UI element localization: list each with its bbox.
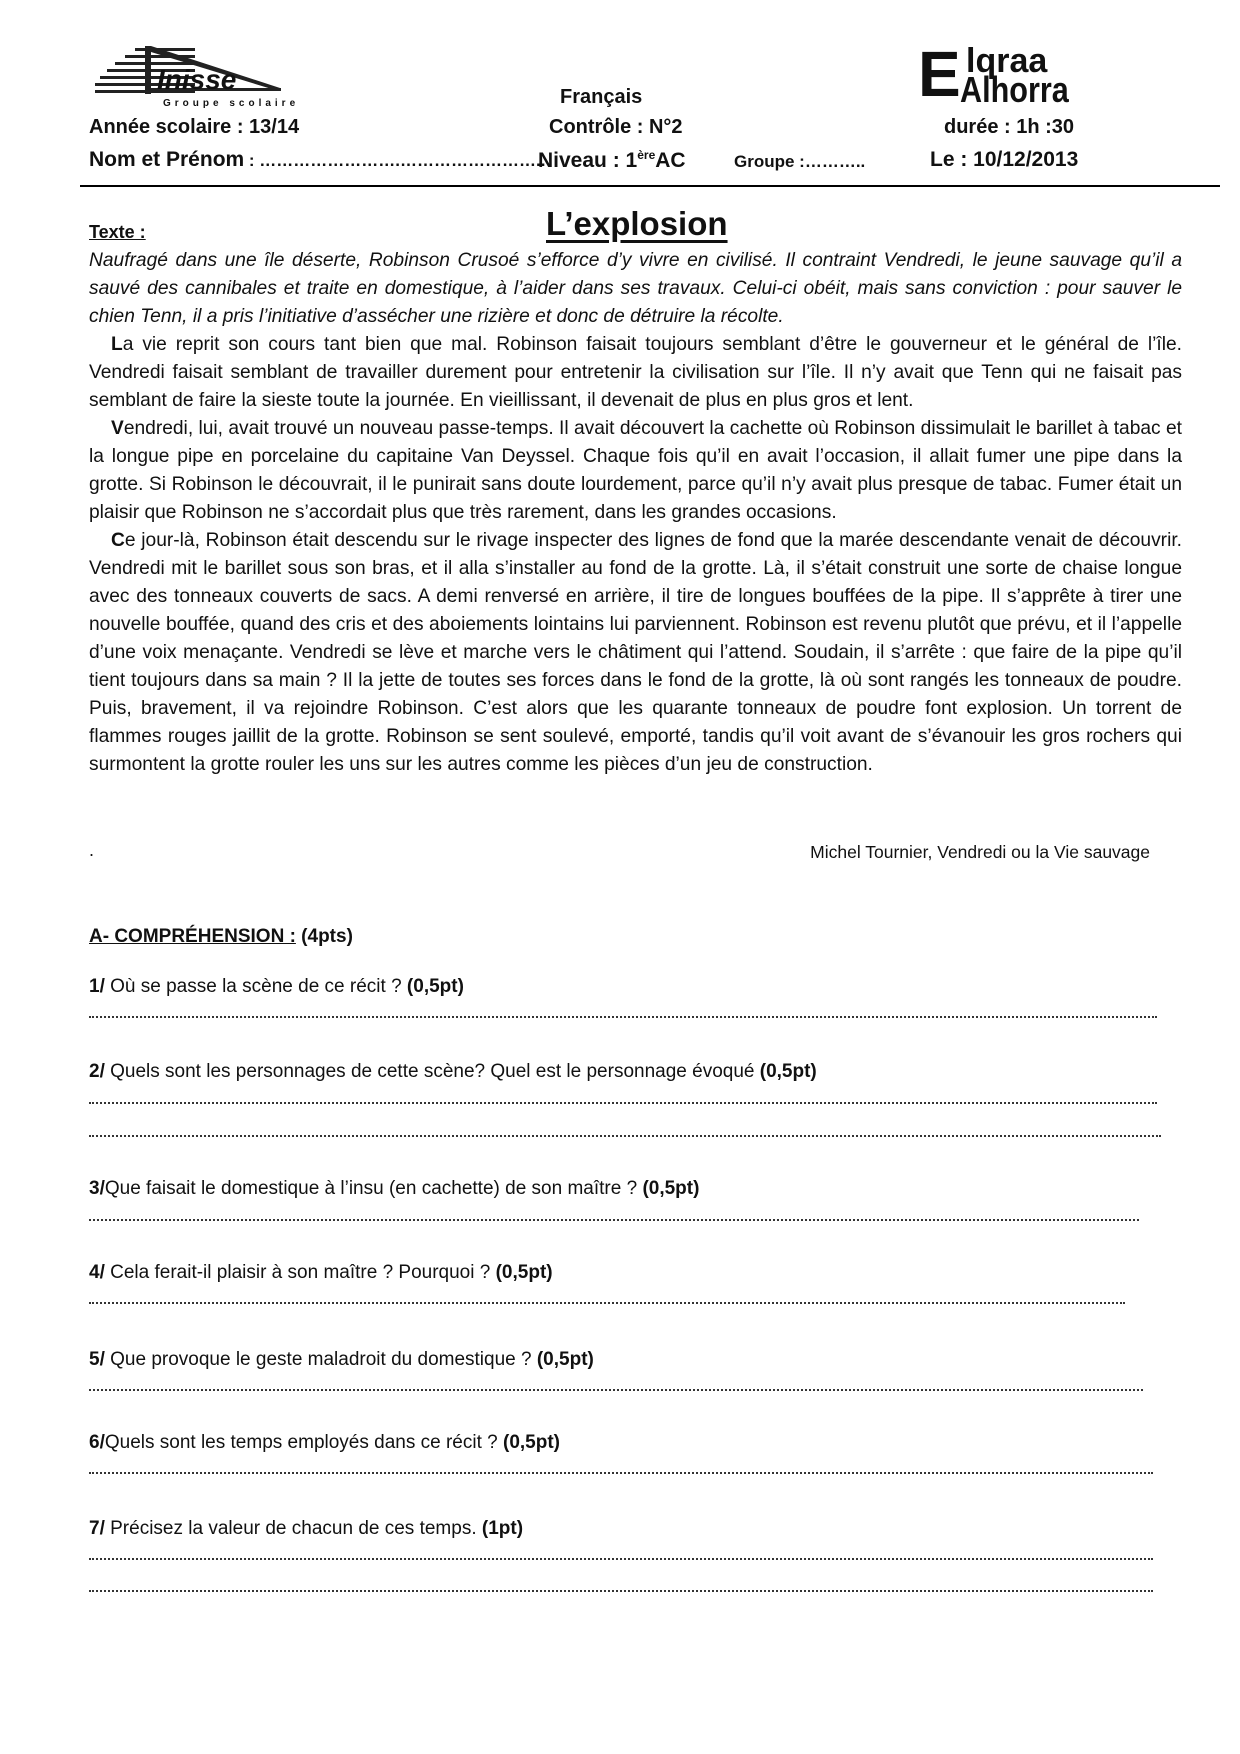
section-a-heading xyxy=(89,926,353,948)
level xyxy=(538,148,686,173)
question-6-points: (0,5pt) xyxy=(503,1432,560,1453)
question-2 xyxy=(89,1061,817,1083)
question-3-points: (0,5pt) xyxy=(642,1178,700,1199)
question-4-points: (0,5pt) xyxy=(495,1262,553,1283)
source-credit: Michel Tournier, Vendredi ou la Vie sauvage xyxy=(810,842,1150,862)
paragraph-2-text: endredi, lui, avait trouvé un nouveau passe-temps. Il avait découvert la cachette où Robinson dissimulait le barillet à tabac et la longue pipe en porcelaine du capitaine Van Deyssel. Chaque fois qu’il en avait l’occasion, il allait fumer une pipe dans la grotte. Si Robinson le découvrait, il le punirait sans doute lourdement, parce qu’il n’y avait plus presque de tabac. Fumer était un plaisir que Robinson ne s’accordait plus que très rarement, dans les grandes occasions. xyxy=(89,418,1182,523)
question-4-number: 4/ xyxy=(89,1262,105,1283)
reading-text xyxy=(89,247,1182,779)
question-1-points: (0,5pt) xyxy=(406,976,464,997)
subject: Français xyxy=(560,86,643,108)
logo-right-line2: Alhorra xyxy=(960,69,1069,110)
answer-line-7a[interactable] xyxy=(89,1556,1153,1560)
logo-right-line1: lqraa xyxy=(966,42,1048,80)
question-6-text: Quels sont les temps employés dans ce récit ? xyxy=(104,1432,503,1453)
level-label: Niveau : 1 xyxy=(538,149,638,172)
intro-paragraph: Naufragé dans une île déserte, Robinson Crusoé s’efforce d’y vivre en civilisé. Il contraint Vendredi, le jeune sauvage qu’il a sauvé des cannibales et traite en domestique, à l’aider dans ses travaux. Celui-ci obéit, mais sans conviction : pour sauver le chien Tenn, il a pris l’initiative d’assécher une rizière et donc de détruire la récolte. xyxy=(89,250,1182,327)
school-logo-inisse xyxy=(95,44,315,114)
paragraph-3 xyxy=(89,527,1182,779)
paragraph-3-initial: C xyxy=(111,530,125,551)
question-7 xyxy=(89,1518,523,1540)
question-2-number: 2/ xyxy=(89,1061,105,1082)
school-year: Année scolaire : 13/14 xyxy=(89,116,300,138)
paragraph-1 xyxy=(89,331,1182,415)
logo-left-text: Inisse xyxy=(157,64,237,95)
question-3-text: Que faisait le domestique à l’insu (en cachette) de son maître ? xyxy=(104,1178,643,1199)
section-a-title: A- COMPRÉHENSION : xyxy=(89,926,296,947)
question-4 xyxy=(89,1262,553,1284)
question-4-text: Cela ferait-il plaisir à son maître ? Pourquoi ? xyxy=(104,1262,496,1283)
texte-label: Texte : xyxy=(89,222,146,242)
control-number: Contrôle : N°2 xyxy=(549,116,683,138)
name-dots: : …………………….…………………….. xyxy=(244,151,546,170)
level-suffix: AC xyxy=(655,149,686,172)
question-5 xyxy=(89,1349,594,1371)
logo-iqraa-alhorra xyxy=(918,38,1108,110)
answer-line-2a[interactable] xyxy=(89,1100,1157,1104)
question-7-points: (1pt) xyxy=(481,1518,524,1539)
group-field: Groupe :……….. xyxy=(734,152,866,171)
stray-dot: . xyxy=(89,840,95,860)
answer-line-6[interactable] xyxy=(89,1470,1153,1474)
question-5-points: (0,5pt) xyxy=(536,1349,594,1370)
logo-left-sub: Groupe scolaire xyxy=(163,98,300,109)
question-2-text: Quels sont les personnages de cette scène? Quel est le personnage évoqué xyxy=(104,1061,760,1082)
level-sup: ère xyxy=(637,148,656,162)
section-a-points: (4pts) xyxy=(295,926,353,947)
question-6-number: 6/ xyxy=(89,1432,105,1453)
paragraph-2-initial: V xyxy=(111,418,124,439)
question-5-text: Que provoque le geste maladroit du domestique ? xyxy=(104,1349,537,1370)
question-6 xyxy=(89,1432,560,1454)
question-3 xyxy=(89,1178,699,1200)
answer-line-7b[interactable] xyxy=(89,1588,1153,1592)
question-7-text: Précisez la valeur de chacun de ces temps. xyxy=(104,1518,482,1539)
question-7-number: 7/ xyxy=(89,1518,105,1539)
question-2-points: (0,5pt) xyxy=(759,1061,817,1082)
name-field xyxy=(89,148,545,172)
question-5-number: 5/ xyxy=(89,1349,105,1370)
question-1-number: 1/ xyxy=(89,976,105,997)
question-1-text: Où se passe la scène de ce récit ? xyxy=(104,976,407,997)
answer-line-2b[interactable] xyxy=(89,1133,1161,1137)
answer-line-5[interactable] xyxy=(89,1387,1143,1391)
exam-date: Le : 10/12/2013 xyxy=(930,148,1079,171)
page-title: L’explosion xyxy=(546,205,728,242)
paragraph-1-initial: L xyxy=(111,334,123,355)
paragraph-1-text: a vie reprit son cours tant bien que mal. Robinson faisait toujours semblant d’être le gouverneur et le général de l’île. Vendredi faisait semblant de travailler durement pour entretenir la civilisation sur l’île. Il n’y avait que Tenn qui ne faisait pas semblant de faire la sieste toute la journée. En vieillissant, il devenait de plus en plus gros et lent. xyxy=(89,334,1182,411)
question-1 xyxy=(89,976,464,998)
answer-line-4[interactable] xyxy=(89,1300,1125,1304)
paragraph-3-text: e jour-là, Robinson était descendu sur le rivage inspecter des lignes de fond que la marée descendante venait de découvrir. Vendredi mit le barillet sous son bras, et il alla s’installer au fond de la grotte. Là, il s’était construit une sorte de chaise longue avec des tonneaux couverts de sacs. A demi renversé en arrière, il tire de longues bouffées de la pipe. Il s’apprête à tirer une nouvelle bouffée, quand des cris et des aboiements lointains lui parviennent. Robinson est revenu plutôt que prévu, et il l’appelle d’une voix menaçante. Vendredi se lève et marche vers le châtiment qui l’attend. Soudain, il s’arrête : que faire de la pipe qu’il tient toujours dans sa main ? Il la jette de toutes ses forces dans le fond de la grotte, là où sont rangés les tonneaux de poudre. Puis, bravement, il va rejoindre Robinson. C’est alors que les quarante tonneaux de poudre font explosion. Un torrent de flammes rouges jaillit de la grotte. Robinson se sent soulevé, emporté, tandis qu’il voit avant de s’évanouir les gros rochers qui surmontent la grotte rouler les uns sur les autres comme les pièces d’un jeu de construction. xyxy=(89,530,1182,775)
logo-right-big-letter: E xyxy=(918,38,961,110)
paragraph-2 xyxy=(89,415,1182,527)
question-3-number: 3/ xyxy=(89,1178,105,1199)
duration: durée : 1h :30 xyxy=(944,116,1075,138)
name-label: Nom et Prénom xyxy=(89,148,245,171)
answer-line-3[interactable] xyxy=(89,1217,1139,1221)
header-divider xyxy=(80,185,1220,187)
answer-line-1[interactable] xyxy=(89,1014,1157,1018)
